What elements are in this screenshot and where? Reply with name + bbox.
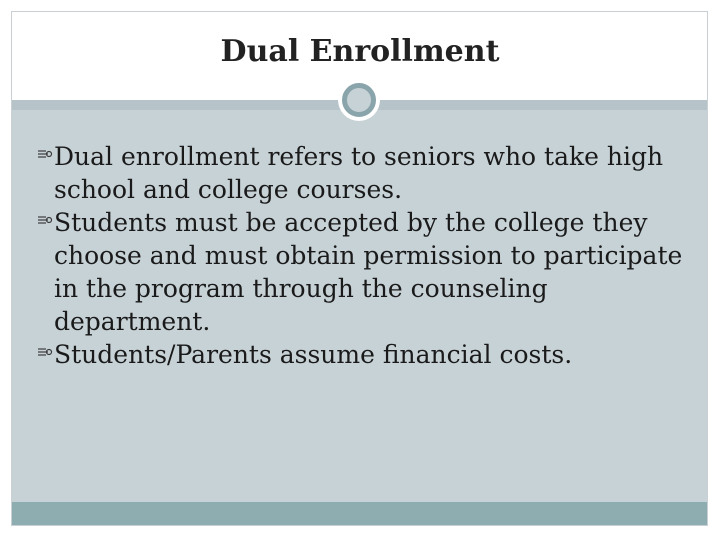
bullet-icon: [36, 338, 54, 371]
bullet-icon: [36, 140, 54, 173]
bullet-icon-svg: [36, 338, 54, 371]
bullet-item: [46, 206, 686, 338]
bullet-item: [46, 140, 686, 206]
slide-title: Dual Enrollment: [220, 34, 500, 69]
circle-ring-icon: [342, 83, 376, 117]
bullet-text: Students must be accepted by the college they choose and must obtain permission to participate in the program through the counseling department.: [54, 208, 683, 336]
bullet-list: [46, 140, 686, 371]
bullet-icon-svg: [36, 206, 54, 239]
bullet-text: Dual enrollment refers to seniors who take high school and college courses.: [54, 142, 664, 204]
bullet-icon: [36, 206, 54, 239]
bullet-item: [46, 338, 686, 371]
bullet-text: Students/Parents assume financial costs.: [54, 340, 573, 369]
bullet-icon-svg: [36, 140, 54, 173]
